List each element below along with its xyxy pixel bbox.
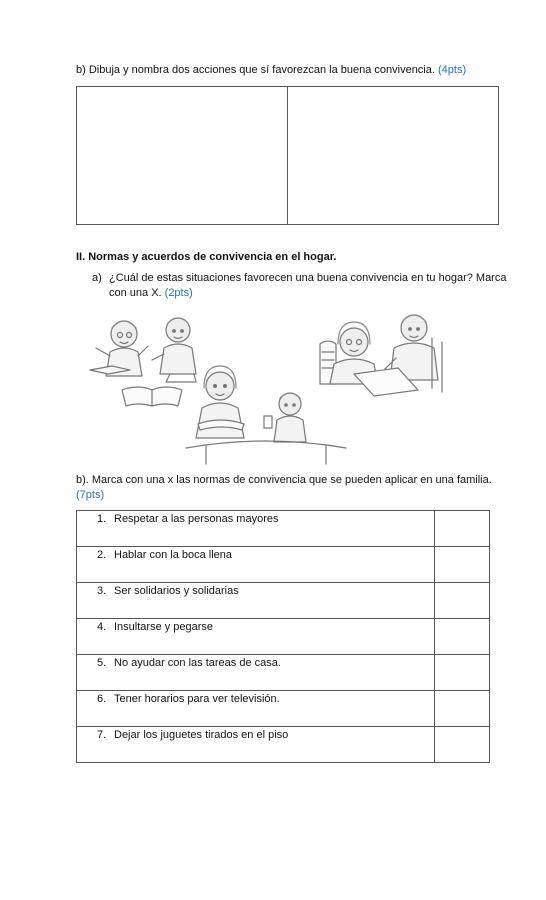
norm-row [77,655,490,691]
norm-row [77,511,490,547]
family-situations-illustration [86,308,446,468]
question-a [92,271,512,301]
norm-text-cell [77,511,435,547]
norm-mark-box[interactable] [435,547,490,583]
question-a-marker: a) [92,272,102,284]
drawing-box-right[interactable] [287,87,498,224]
norm-number: 3. [97,585,107,597]
question-b-points: (7pts) [76,489,105,501]
drawing-area [76,86,499,225]
norm-text: Respetar a las personas mayores [114,513,279,525]
norm-row [77,583,490,619]
question-a-points: (2pts) [164,287,193,299]
norm-row [77,727,490,763]
norm-row [77,691,490,727]
scene-arguing-children-illustration [90,318,196,406]
norm-mark-box[interactable] [435,619,490,655]
norm-text: Insultarse y pegarse [114,621,214,633]
norm-mark-box[interactable] [435,691,490,727]
norm-number: 1. [97,513,107,525]
norm-text: Dejar los juguetes tirados en el piso [114,729,289,741]
norm-mark-box[interactable] [435,511,490,547]
drawing-question-points: (4pts) [438,64,467,76]
norm-row [77,619,490,655]
norms-table [76,510,490,763]
norm-text-cell [77,691,435,727]
norm-text: No ayudar con las tareas de casa. [114,657,281,669]
scene-homework-together-illustration [320,315,442,396]
norm-number: 7. [97,729,107,741]
drawing-question [76,63,516,78]
norm-text-cell [77,547,435,583]
norm-text-cell [77,619,435,655]
drawing-question-text: b) Dibuja y nombra dos acciones que sí favorezcan la buena convivencia. [76,64,435,76]
norm-text: Tener horarios para ver televisión. [114,693,280,705]
drawing-box-left[interactable] [77,87,287,224]
norm-text-cell [77,655,435,691]
norm-number: 4. [97,621,107,633]
norm-text: Hablar con la boca llena [114,549,233,561]
norm-mark-box[interactable] [435,655,490,691]
question-b-text: b). Marca con una x las normas de convivencia que se pueden aplicar en una familia. [76,474,492,486]
norm-text-cell [77,583,435,619]
norm-mark-box[interactable] [435,727,490,763]
norm-number: 2. [97,549,107,561]
norm-text: Ser solidarios y solidarias [114,585,239,597]
norm-number: 5. [97,657,107,669]
norm-row [77,547,490,583]
question-a-text: ¿Cuál de estas situaciones favorecen una buena convivencia en tu hogar? Marca con una X. [109,272,507,299]
question-b [76,473,506,503]
section-title: II. Normas y acuerdos de convivencia en el hogar. [76,251,337,263]
norm-number: 6. [97,693,107,705]
norm-mark-box[interactable] [435,583,490,619]
norm-text-cell [77,727,435,763]
